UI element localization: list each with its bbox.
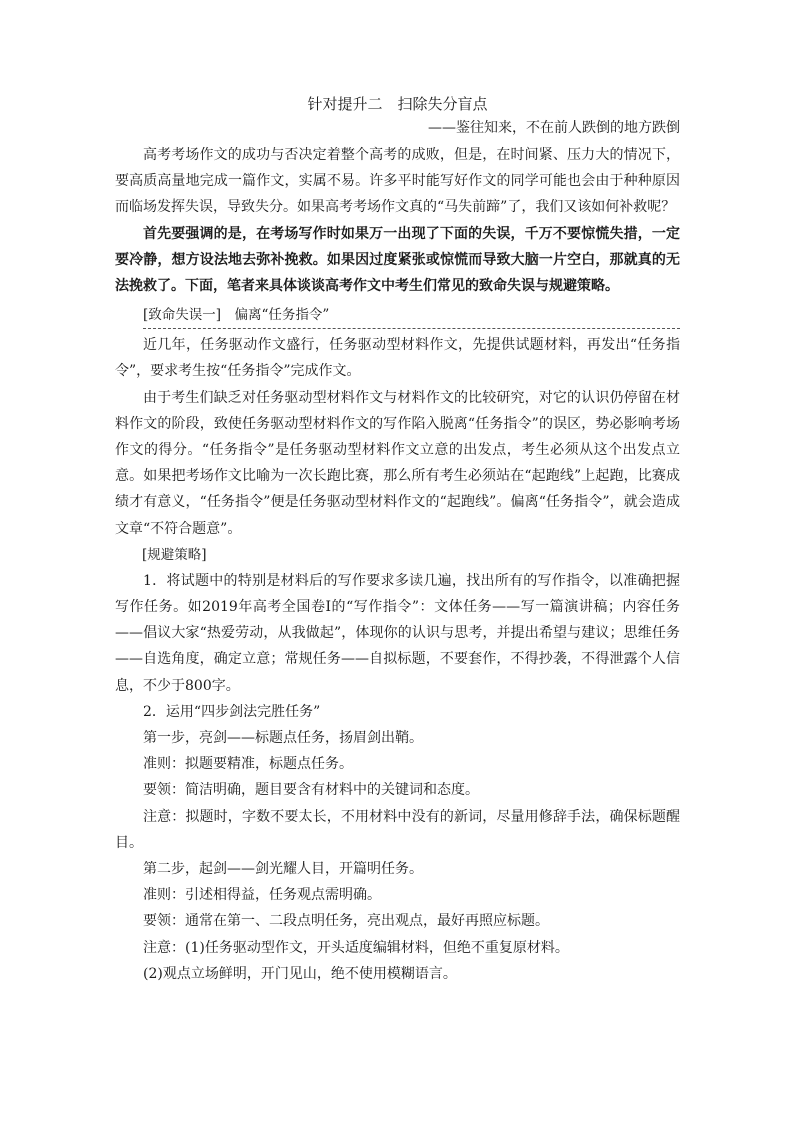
step-two-key: 要领：通常在第一、二段点明任务，亮出观点，最好再照应标题。 (143, 913, 549, 930)
step-two-note-2: (2)观点立场鲜明，开门见山，绝不使用模糊语言。 (143, 965, 457, 982)
step-two-note-1: 注意：(1)任务驱动型作文，开头适度编辑材料，但绝不重复原材料。 (143, 939, 569, 956)
intro-paragraph-2: 首先要强调的是，在考场写作时如果万一出现了下面的失误，千万不要惊慌失措，一定要冷静，想方设法地去弥补挽救。如果因过度紧张或惊慌而导致大脑一片空白，那就真的无法挽救了。下面，笔者来具体谈谈高考作文中考生们常见的致命失误与规避策略。 (115, 225, 680, 295)
step-two-rule: 准则：引述相得益，任务观点需明确。 (143, 887, 381, 904)
section-paragraph-2: 由于考生们缺乏对任务驱动型材料作文与材料作文的比较研究，对它的认识仍停留在材料作文的阶段，致使任务驱动型材料作文的写作陷入脱离“任务指令”的误区，势必影响考场作文的得分。“任务指令”是任务驱动型材料作文立意的出发点，考生必须从这个出发点立意。如果把考场作文比喻为一次长跑比赛，那么所有考生必须站在“起跑线”上起跑，比赛成绩才有意义，“任务指令”便是任务驱动型材料作文的“起跑线”。偏离“任务指令”，就会造成文章“不符合题意”。 (115, 389, 680, 537)
document-page (115, 92, 680, 987)
step-one-note: 注意：拟题时，字数不要太长，不用材料中没有的新词，尽量用修辞手法，确保标题醒目。 (115, 808, 680, 851)
strategy-item-2: 2．运用“四步剑法完胜任务” (143, 703, 321, 720)
step-two: 第二步，起剑——剑光耀人目，开篇明任务。 (143, 861, 423, 878)
section-paragraph-1: 近几年，任务驱动作文盛行，任务驱动型材料作文，先提供试题材料，再发出“任务指令”，要求考生按“任务指令”完成作文。 (115, 337, 680, 380)
strategy-item-1: 1．将试题中的特别是材料后的写作要求多读几遍，找出所有的写作指令，以准确把握写作任务。如2019年高考全国卷Ⅰ的“写作指令”：文体任务——写一篇演讲稿；内容任务——倡议大家“热爱劳动，从我做起”，体现你的认识与思考，并提出希望与建议；思维任务——自选角度，确定立意；常规任务——自拟标题，不要套作，不得抄袭，不得泄露个人信息，不少于800字。 (115, 572, 680, 694)
intro-paragraph-1: 高考考场作文的成功与否决定着整个高考的成败，但是，在时间紧、压力大的情况下，要高质高量地完成一篇作文，实属不易。许多平时能写好作文的同学可能也会由于种种原因而临场发挥失误，导致失分。如果高考考场作文真的“马失前蹄”了，我们又该如何补救呢？ (115, 147, 680, 216)
section-heading: [致命失误一] 偏离“任务指令” (143, 303, 680, 329)
strategy-label: [规避策略] (142, 546, 207, 563)
epigraph: ——鉴往知来，不在前人跌倒的地方跌倒 (428, 120, 680, 136)
step-one-rule: 准则：拟题要精准，标题点任务。 (143, 756, 353, 773)
page-title: 针对提升二 扫除失分盲点 (307, 95, 488, 113)
step-one-key: 要领：简洁明确，题目要含有材料中的关键词和态度。 (143, 782, 479, 799)
step-one: 第一步，亮剑——标题点任务，扬眉剑出鞘。 (143, 730, 423, 747)
